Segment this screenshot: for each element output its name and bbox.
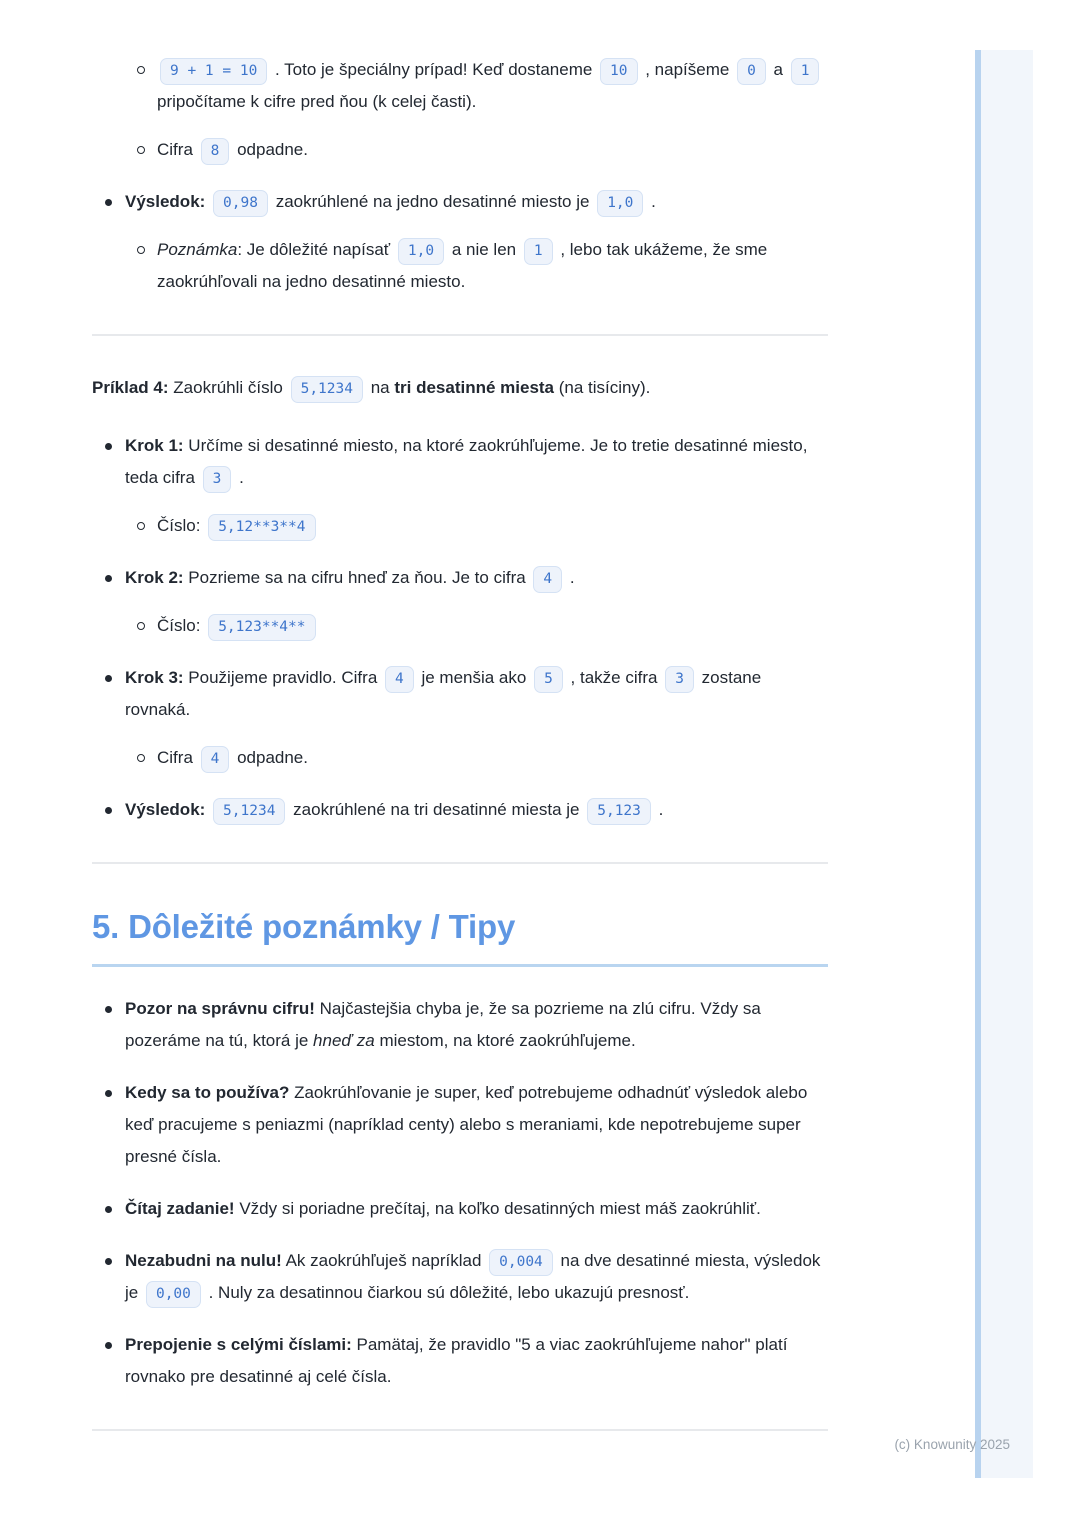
bold-text: Výsledok: <box>125 800 206 819</box>
bullet-list <box>92 54 828 298</box>
list-item-text: Nezabudni na nulu! Ak zaokrúhľuješ napríklad 0,004 na dve desatinné miesta, výsledok je 0,00 . Nuly za desatinnou čiarkou sú dôležité, lebo ukazujú presnosť. <box>125 1245 828 1309</box>
code-badge: 3 <box>203 466 232 493</box>
code-badge: 5 <box>534 666 563 693</box>
bold-text: Pozor na správnu cifru! <box>125 999 315 1018</box>
code-badge: 4 <box>385 666 414 693</box>
list-item <box>92 430 828 494</box>
list-item <box>92 993 828 1057</box>
bold-text: Kedy sa to používa? <box>125 1083 290 1102</box>
list-item-text: Poznámka: Je dôležité napísať 1,0 a nie len 1 , lebo tak ukážeme, že sme zaokrúhľovali na jedno desatinné miesto. <box>157 240 768 291</box>
bold-text: Krok 3: <box>125 668 184 687</box>
list-item-text: Číslo: 5,12**3**4 <box>157 510 828 542</box>
list-item-text: Krok 3: Použijeme pravidlo. Cifra 4 je menšia ako 5 , takže cifra 3 zostane rovnaká. <box>125 668 762 719</box>
code-badge: 0,00 <box>146 1281 201 1308</box>
code-badge: 1 <box>791 58 820 85</box>
list-item-text: Cifra 4 odpadne. <box>157 742 828 774</box>
list-item <box>92 662 828 726</box>
code-badge: 4 <box>533 566 562 593</box>
bold-text: tri desatinné miesta <box>394 378 555 397</box>
divider <box>92 1429 828 1431</box>
bullet-icon <box>105 807 112 814</box>
code-badge: 4 <box>201 746 230 773</box>
code-badge: 1 <box>524 238 553 265</box>
circle-bullet-icon <box>137 146 145 154</box>
next-page-preview[interactable] <box>975 50 1033 1478</box>
document-content <box>92 54 828 1467</box>
bold-text: Krok 1: <box>125 436 184 455</box>
list-item <box>92 610 828 642</box>
list-item <box>92 1193 828 1225</box>
code-badge: 9 + 1 = 10 <box>160 58 267 85</box>
list-item <box>92 134 828 166</box>
page-gap-strip-icon <box>975 50 981 1478</box>
list-item <box>92 794 828 826</box>
list-item-text: Krok 2: Pozrieme sa na cifru hneď za ňou. Je to cifra 4 . <box>125 562 828 594</box>
list-item-text: Krok 1: Určíme si desatinné miesto, na ktoré zaokrúhľujeme. Je to tretie desatinné miesto, teda cifra 3 . <box>125 430 828 494</box>
list-item-text: Prepojenie s celými číslami: Pamätaj, že pravidlo "5 a viac zaokrúhľujeme nahor" platí rovnako pre desatinné aj celé čísla. <box>125 1335 788 1386</box>
bullet-list <box>92 430 828 826</box>
code-badge: 5,123 <box>587 798 651 825</box>
bullet-icon <box>105 1090 112 1097</box>
divider <box>92 334 828 336</box>
italic-text: hneď za <box>313 1031 375 1050</box>
circle-bullet-icon <box>137 66 145 74</box>
bold-text: Krok 2: <box>125 568 184 587</box>
bullet-list <box>92 993 828 1393</box>
section-heading: 5. Dôležité poznámky / Tipy <box>92 904 828 967</box>
code-badge: 3 <box>665 666 694 693</box>
list-item-text: Čítaj zadanie! Vždy si poriadne prečítaj, na koľko desatinných miest máš zaokrúhliť. <box>125 1199 761 1218</box>
list-item-text: 9 + 1 = 10 . Toto je špeciálny prípad! Keď dostaneme 10 , napíšeme 0 a 1 pripočítame k cifre pred ňou (k celej časti). <box>157 54 828 118</box>
code-badge: 0,98 <box>213 190 268 217</box>
bullet-icon <box>105 443 112 450</box>
bullet-icon <box>105 1206 112 1213</box>
list-item-text: Výsledok: 0,98 zaokrúhlené na jedno desatinné miesto je 1,0 . <box>125 186 828 218</box>
bullet-icon <box>105 1342 112 1349</box>
bold-text: Čítaj zadanie! <box>125 1199 235 1218</box>
code-badge: 1,0 <box>597 190 643 217</box>
circle-bullet-icon <box>137 522 145 530</box>
bullet-icon <box>105 1006 112 1013</box>
bold-text: Prepojenie s celými číslami: <box>125 1335 352 1354</box>
list-item <box>92 186 828 218</box>
list-item-text: Pozor na správnu cifru! Najčastejšia chyba je, že sa pozrieme na zlú cifru. Vždy sa pozeráme na tú, ktorá je hneď za miestom, na ktoré zaokrúhľujeme. <box>125 999 761 1050</box>
list-item <box>92 234 828 298</box>
list-item <box>92 562 828 594</box>
list-item-text: Výsledok: 5,1234 zaokrúhlené na tri desatinné miesta je 5,123 . <box>125 794 828 826</box>
bullet-icon <box>105 1258 112 1265</box>
list-item <box>92 1245 828 1309</box>
bold-text: Nezabudni na nulu! <box>125 1251 282 1270</box>
code-badge: 5,1234 <box>213 798 285 825</box>
bullet-icon <box>105 199 112 206</box>
bold-text: Príklad 4: <box>92 378 169 397</box>
bullet-icon <box>105 675 112 682</box>
divider <box>92 862 828 864</box>
list-item-text: Kedy sa to používa? Zaokrúhľovanie je super, keď potrebujeme odhadnúť výsledok alebo keď pracujeme s peniazmi (napríklad centy) alebo s meraniami, kde nepotrebujeme super presné čísla. <box>125 1083 808 1166</box>
list-item <box>92 1077 828 1173</box>
code-badge: 8 <box>201 138 230 165</box>
list-item <box>92 510 828 542</box>
list-item <box>92 742 828 774</box>
copyright-text: (c) Knowunity 2025 <box>894 1437 1010 1452</box>
list-item <box>92 1329 828 1393</box>
list-item-text: Cifra 8 odpadne. <box>157 134 828 166</box>
paragraph: Príklad 4: Zaokrúhli číslo 5,1234 na tri desatinné miesta (na tisíciny). <box>92 372 828 404</box>
code-badge: 0 <box>737 58 766 85</box>
bullet-icon <box>105 575 112 582</box>
circle-bullet-icon <box>137 246 145 254</box>
italic-text: Poznámka <box>157 240 238 259</box>
bold-text: Výsledok: <box>125 192 206 211</box>
code-badge: 1,0 <box>398 238 444 265</box>
list-item-text: Číslo: 5,123**4** <box>157 610 828 642</box>
code-badge: 5,12**3**4 <box>208 514 315 541</box>
circle-bullet-icon <box>137 622 145 630</box>
code-badge: 0,004 <box>489 1249 553 1276</box>
list-item <box>92 54 828 118</box>
code-badge: 5,1234 <box>291 376 363 403</box>
circle-bullet-icon <box>137 754 145 762</box>
code-badge: 5,123**4** <box>208 614 315 641</box>
code-badge: 10 <box>600 58 637 85</box>
